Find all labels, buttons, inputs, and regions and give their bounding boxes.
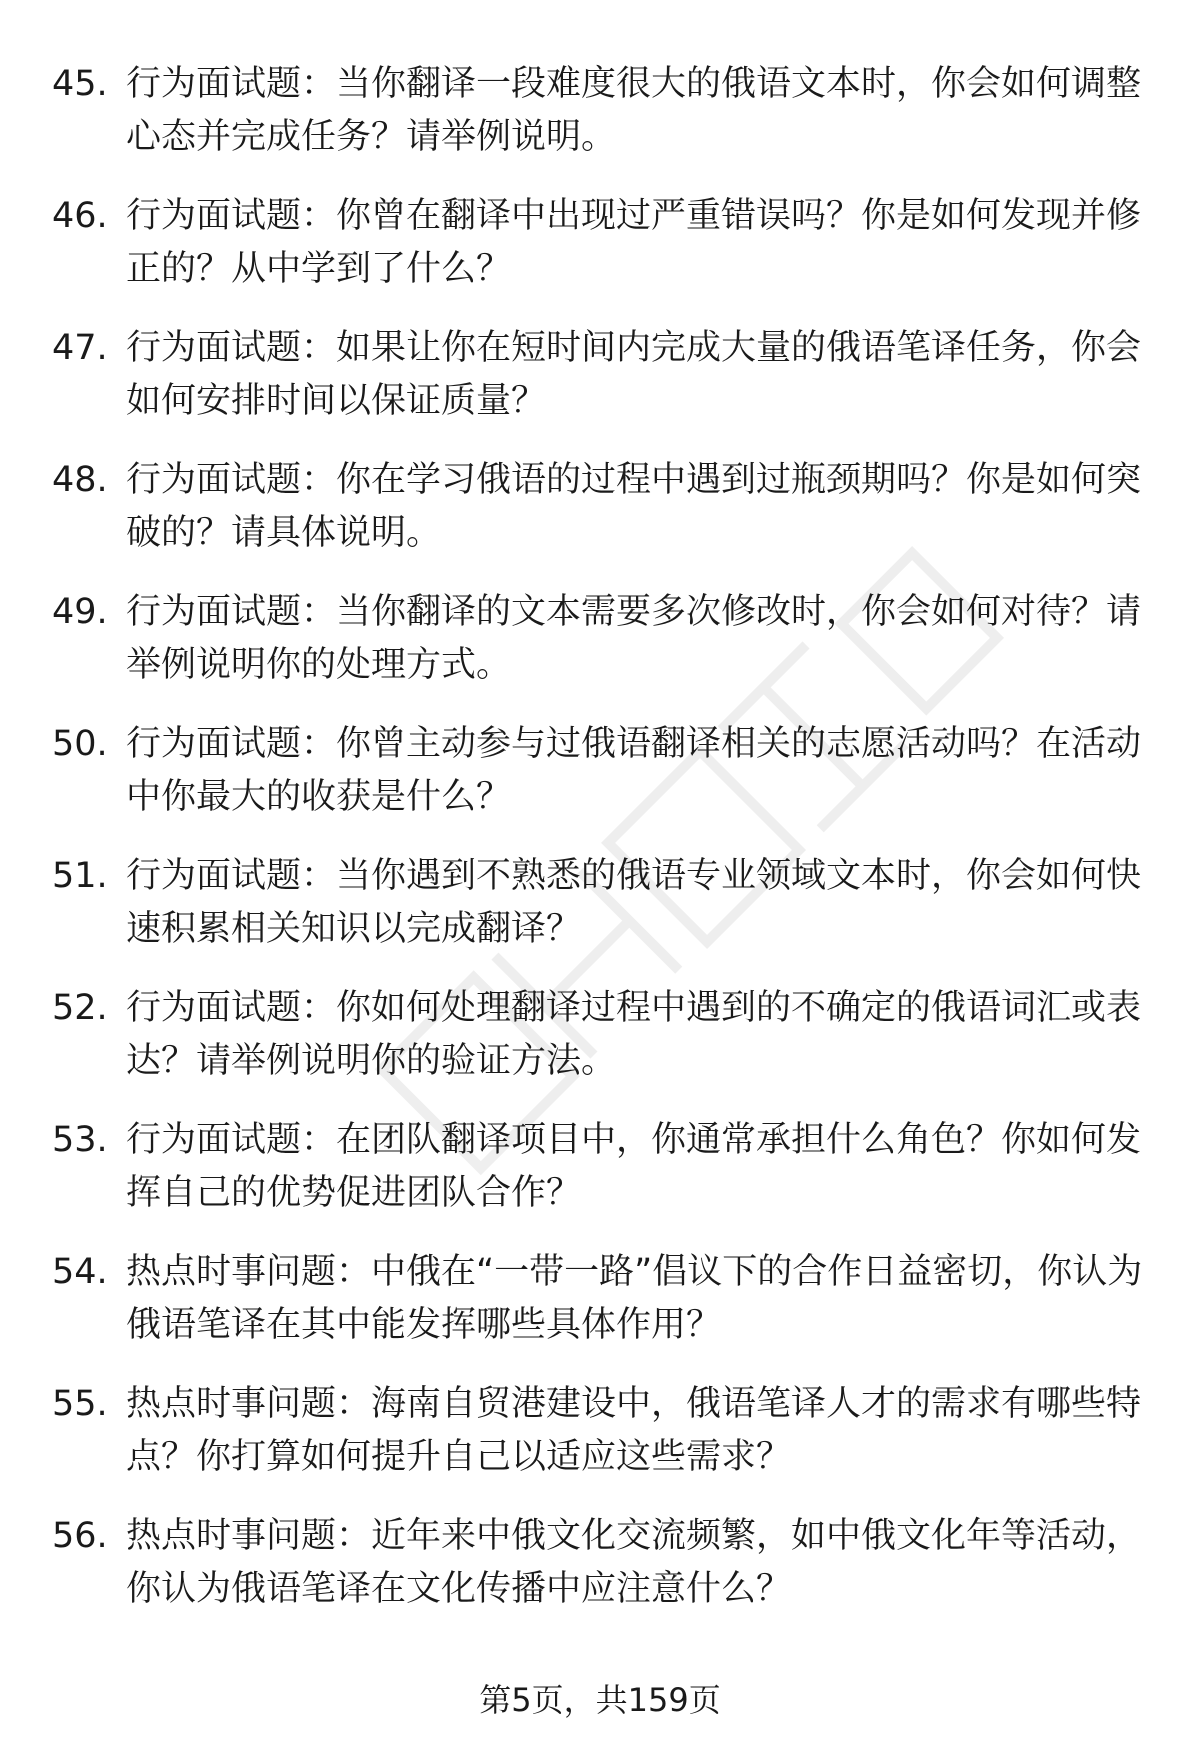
question-number: 47. (52, 328, 108, 368)
question-text: 行为面试题：当你翻译一段难度很大的俄语文本时，你会如何调整心态并完成任务？请举例说明。 (126, 64, 1142, 157)
list-item (52, 190, 1152, 322)
question-text: 行为面试题：当你遇到不熟悉的俄语专业领域文本时，你会如何快速积累相关知识以完成翻译？ (126, 856, 1142, 949)
list-item (52, 58, 1152, 190)
question-text: 行为面试题：你如何处理翻译过程中遇到的不确定的俄语词汇或表达？请举例说明你的验证方法。 (126, 988, 1142, 1081)
question-text: 行为面试题：如果让你在短时间内完成大量的俄语笔译任务，你会如何安排时间以保证质量？ (126, 328, 1142, 421)
list-item (52, 982, 1152, 1114)
question-number: 50. (52, 724, 108, 764)
question-text: 热点时事问题：海南自贸港建设中，俄语笔译人才的需求有哪些特点？你打算如何提升自己以适应这些需求？ (126, 1384, 1142, 1477)
list-item (52, 586, 1152, 718)
question-number: 53. (52, 1120, 108, 1160)
list-item (52, 1510, 1152, 1642)
list-item (52, 322, 1152, 454)
question-number: 46. (52, 196, 108, 236)
list-item (52, 850, 1152, 982)
question-text: 行为面试题：当你翻译的文本需要多次修改时，你会如何对待？请举例说明你的处理方式。 (126, 592, 1142, 685)
list-item (52, 1114, 1152, 1246)
question-text: 行为面试题：在团队翻译项目中，你通常承担什么角色？你如何发挥自己的优势促进团队合作？ (126, 1120, 1142, 1213)
page-number-label: 第5页，共159页 (479, 1681, 721, 1719)
question-text: 行为面试题：你在学习俄语的过程中遇到过瓶颈期吗？你是如何突破的？请具体说明。 (126, 460, 1142, 553)
question-text: 热点时事问题：中俄在“一带一路”倡议下的合作日益密切，你认为俄语笔译在其中能发挥哪些具体作用？ (126, 1252, 1143, 1345)
question-number: 56. (52, 1516, 108, 1556)
list-item (52, 1378, 1152, 1510)
list-item (52, 1246, 1152, 1378)
question-text: 行为面试题：你曾在翻译中出现过严重错误吗？你是如何发现并修正的？从中学到了什么？ (126, 196, 1142, 289)
question-number: 48. (52, 460, 108, 500)
question-text: 热点时事问题：近年来中俄文化交流频繁，如中俄文化年等活动，你认为俄语笔译在文化传播中应注意什么？ (126, 1516, 1142, 1609)
question-number: 49. (52, 592, 108, 632)
page-footer (0, 1680, 1200, 1720)
question-number: 55. (52, 1384, 108, 1424)
list-item (52, 718, 1152, 850)
question-number: 45. (52, 64, 108, 104)
question-number: 51. (52, 856, 108, 896)
question-number: 52. (52, 988, 108, 1028)
list-item (52, 454, 1152, 586)
question-number: 54. (52, 1252, 108, 1292)
question-text: 行为面试题：你曾主动参与过俄语翻译相关的志愿活动吗？在活动中你最大的收获是什么？ (126, 724, 1142, 817)
question-list (52, 58, 1152, 1642)
